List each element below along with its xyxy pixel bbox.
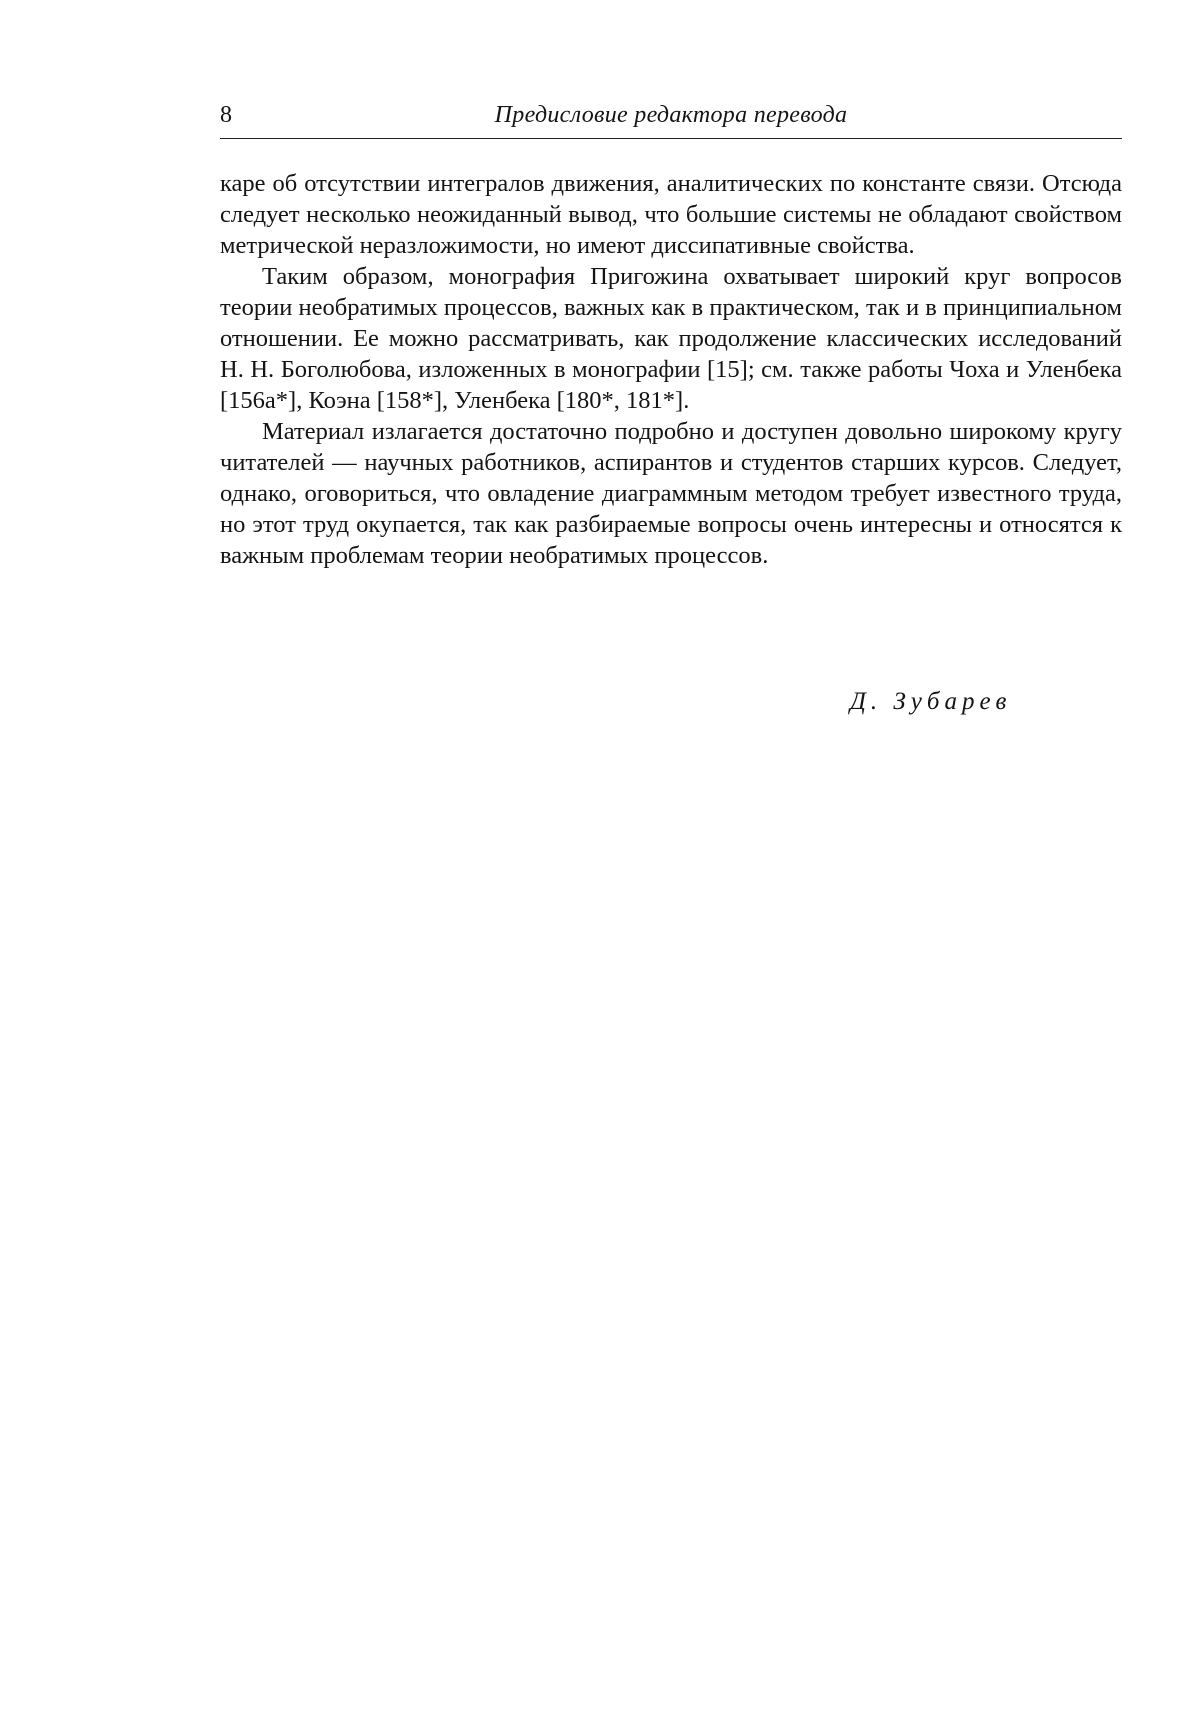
header-rule	[220, 138, 1122, 139]
page-number: 8	[220, 102, 232, 128]
running-title: Предисловие редактора перевода	[494, 102, 848, 128]
signature: Д. Зубарев	[850, 688, 1012, 715]
paragraph: Материал излагается достаточно подробно и доступен довольно широкому кругу читателей — научных работников, аспирантов и студентов старших курсов. Следует, однако, оговориться, что овладение диаграммным методом требует известного труда, но этот труд окупается, так как разбираемые вопросы очень интересны и относятся к важным проблемам теории необратимых процессов.	[220, 418, 1122, 569]
running-head	[220, 98, 1122, 132]
paragraph: Таким образом, монография Пригожина охватывает широкий круг вопросов теории необратимых процессов, важных как в практическом, так и в принципиальном отношении. Ее можно рассматривать, как продолжение классических исследований Н. Н. Боголюбова, изложенных в монографии [15]; см. также работы Чоха и Уленбека [156а*], Коэна [158*], Уленбека [180*, 181*].	[220, 263, 1122, 414]
body-text	[220, 168, 1122, 571]
paragraph-continuation: каре об отсутствии интегралов движения, аналитических по константе связи. Отсюда следует несколько неожиданный вывод, что большие системы не обладают свойством метрической неразложимости, но имеют диссипативные свойства.	[220, 170, 1122, 259]
